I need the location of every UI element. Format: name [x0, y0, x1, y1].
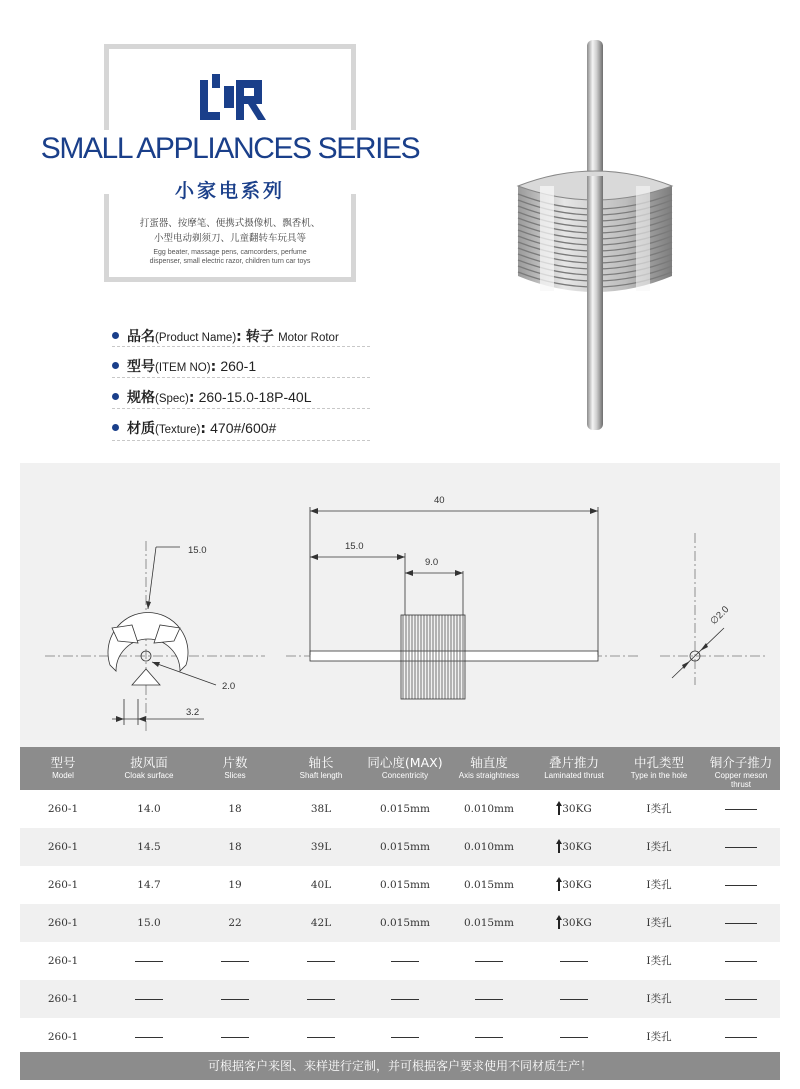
- cell-concentricity: [364, 942, 446, 980]
- bullet-icon: [112, 393, 119, 400]
- empty-dash: [725, 847, 757, 848]
- arrow-up-icon: [556, 839, 562, 853]
- cell-cloak: [106, 942, 192, 980]
- col-label-en: Laminated thrust: [544, 771, 604, 780]
- cell-model: 260-1: [47, 955, 79, 967]
- cell-slices: 19: [228, 879, 242, 891]
- empty-dash: [725, 809, 757, 810]
- product-name-label: 品名: [127, 329, 155, 345]
- colon: :: [210, 359, 217, 375]
- bullet-icon: [112, 424, 119, 431]
- spec-label-en: (Spec): [155, 393, 189, 405]
- info-divider: [112, 408, 370, 409]
- cell-shaft: [278, 980, 364, 1018]
- spec-label: 规格: [127, 390, 155, 406]
- cell-shaft: 38L: [310, 803, 332, 815]
- empty-dash: [221, 999, 249, 1000]
- item-no-value: 260-1: [220, 358, 257, 374]
- col-label: 披风面: [130, 755, 168, 770]
- empty-dash: [725, 999, 757, 1000]
- cell-slices: 18: [228, 841, 242, 853]
- cell-slices: [192, 1018, 278, 1056]
- cell-hole: I类孔: [646, 803, 672, 815]
- cell-hole: I类孔: [646, 993, 672, 1005]
- thrust-value: 30KG: [562, 879, 592, 891]
- cell-thrust: [532, 980, 616, 1018]
- technical-drawing-panel: [20, 463, 780, 747]
- info-divider: [112, 346, 370, 347]
- item-no-line: [112, 356, 412, 376]
- cell-copper: [702, 866, 780, 904]
- cell-model: 260-1: [47, 917, 79, 929]
- table-row: [20, 904, 780, 942]
- cell-thrust: [532, 904, 616, 942]
- empty-dash: [560, 999, 588, 1000]
- dim-width-3-2: 3.2: [186, 707, 200, 718]
- col-label-en: Axis straightness: [458, 771, 520, 780]
- spec-line: [112, 387, 412, 407]
- arrow-up-icon: [556, 877, 562, 891]
- empty-dash: [135, 1037, 163, 1038]
- col-axis: [446, 747, 532, 790]
- cell-axis: [446, 942, 532, 980]
- cell-slices: 18: [228, 803, 242, 815]
- cell-copper: [702, 904, 780, 942]
- cell-axis: 0.010mm: [464, 841, 514, 853]
- cell-cloak: [106, 1018, 192, 1056]
- cell-copper: [702, 1018, 780, 1056]
- table-row: [20, 1018, 780, 1056]
- table-row: [20, 790, 780, 828]
- col-label-en: Model: [52, 771, 74, 780]
- cell-thrust: [532, 828, 616, 866]
- table-row: [20, 828, 780, 866]
- col-shaft: [278, 747, 364, 790]
- cell-axis: 0.015mm: [464, 917, 514, 929]
- col-label: 轴长: [308, 755, 334, 770]
- empty-dash: [307, 999, 335, 1000]
- cell-axis: 0.010mm: [464, 803, 514, 815]
- thrust-value: 30KG: [562, 803, 592, 815]
- desc-en-line-1: Egg beater, massage pens, camcorders, perfume: [153, 249, 307, 256]
- col-slices: [192, 747, 278, 790]
- empty-dash: [391, 1037, 419, 1038]
- cell-copper: [702, 942, 780, 980]
- cell-copper: [702, 790, 780, 828]
- dim-stack-9: 9.0: [425, 557, 439, 568]
- dim-diameter-2: ∅2.0: [708, 604, 732, 628]
- cell-axis: [446, 980, 532, 1018]
- texture-line: [112, 418, 412, 438]
- col-label-en: Cloak surface: [124, 771, 174, 780]
- cell-concentricity: 0.015mm: [380, 803, 430, 815]
- series-description-en: [110, 248, 350, 266]
- table-header: [20, 747, 780, 790]
- col-label-en: Copper meson thrust: [714, 771, 768, 789]
- cell-thrust: [532, 942, 616, 980]
- cell-slices: [192, 942, 278, 980]
- col-concentricity: [364, 747, 446, 790]
- empty-dash: [475, 1037, 503, 1038]
- spec-value: 260-15.0-18P-40L: [198, 389, 312, 405]
- col-model: [20, 747, 106, 790]
- info-divider: [112, 377, 370, 378]
- empty-dash: [135, 999, 163, 1000]
- cell-shaft: [278, 1018, 364, 1056]
- empty-dash: [221, 961, 249, 962]
- desc-en-line-2: dispenser, small electric razor, children turn car toys: [149, 258, 311, 265]
- texture-label: 材质: [127, 421, 155, 437]
- cell-model: 260-1: [47, 993, 79, 1005]
- bullet-icon: [112, 332, 119, 339]
- product-name-line: [112, 326, 412, 346]
- table-row: [20, 980, 780, 1018]
- texture-label-en: (Texture): [155, 424, 201, 436]
- empty-dash: [560, 961, 588, 962]
- cell-thrust: [532, 1018, 616, 1056]
- empty-dash: [725, 1037, 757, 1038]
- item-no-label: 型号: [127, 359, 155, 375]
- col-thrust: [532, 747, 616, 790]
- cell-cloak: 15.0: [137, 917, 161, 929]
- arrow-up-icon: [556, 915, 562, 929]
- col-hole: [616, 747, 702, 790]
- series-title-cn: 小家电系列: [174, 180, 285, 202]
- texture-value: 470#/600#: [210, 420, 277, 436]
- col-label: 叠片推力: [548, 755, 599, 770]
- col-label: 型号: [50, 755, 76, 770]
- col-label: 轴直度: [470, 755, 508, 770]
- cell-cloak: [106, 980, 192, 1018]
- table-row: [20, 942, 780, 980]
- cell-model: 260-1: [47, 1031, 79, 1043]
- cell-cloak: 14.5: [137, 841, 161, 853]
- col-label-en: Type in the hole: [630, 771, 688, 780]
- cell-axis: [446, 1018, 532, 1056]
- product-name-label-en: (Product Name): [155, 332, 237, 344]
- cell-shaft: 40L: [310, 879, 332, 891]
- cell-shaft: 42L: [310, 917, 332, 929]
- item-no-label-en: (ITEM NO): [155, 362, 211, 374]
- cell-slices: [192, 980, 278, 1018]
- cell-hole: I类孔: [646, 917, 672, 929]
- thrust-value: 30KG: [562, 841, 592, 853]
- thrust-value: 30KG: [562, 917, 592, 929]
- cell-concentricity: 0.015mm: [380, 841, 430, 853]
- cell-hole: I类孔: [646, 841, 672, 853]
- dim-hole-2: 2.0: [222, 681, 236, 692]
- empty-dash: [391, 999, 419, 1000]
- series-title: SMALL APPLIANCES SERIES: [40, 132, 420, 165]
- colon: :: [188, 390, 195, 406]
- product-name-value-en: Motor Rotor: [278, 332, 339, 344]
- technical-drawing: [20, 463, 780, 747]
- empty-dash: [475, 999, 503, 1000]
- colon: :: [236, 329, 242, 345]
- empty-dash: [221, 1037, 249, 1038]
- col-label-en: Slices: [224, 771, 246, 780]
- cell-model: 260-1: [47, 879, 79, 891]
- cell-copper: [702, 980, 780, 1018]
- cell-concentricity: 0.015mm: [380, 879, 430, 891]
- empty-dash: [560, 1037, 588, 1038]
- empty-dash: [475, 961, 503, 962]
- col-label: 片数: [222, 755, 248, 770]
- empty-dash: [307, 961, 335, 962]
- table-row: [20, 866, 780, 904]
- empty-dash: [391, 961, 419, 962]
- cell-hole: I类孔: [646, 879, 672, 891]
- cell-thrust: [532, 866, 616, 904]
- empty-dash: [725, 885, 757, 886]
- cell-copper: [702, 828, 780, 866]
- cell-hole: I类孔: [646, 1031, 672, 1043]
- col-cloak: [106, 747, 192, 790]
- dim-length-40: 40: [434, 495, 445, 506]
- col-label: 铜介子推力: [709, 755, 773, 770]
- col-label: 中孔类型: [633, 755, 684, 770]
- col-label: 同心度(MAX): [367, 755, 443, 770]
- bullet-icon: [112, 362, 119, 369]
- motor-rotor-image: [500, 36, 700, 436]
- brand-logo-icon: [196, 70, 268, 128]
- cell-shaft: 39L: [310, 841, 332, 853]
- arrow-up-icon: [556, 801, 562, 815]
- empty-dash: [725, 961, 757, 962]
- cell-thrust: [532, 790, 616, 828]
- cell-concentricity: 0.015mm: [380, 917, 430, 929]
- col-label-en: Shaft length: [299, 771, 343, 780]
- cell-cloak: 14.0: [137, 803, 161, 815]
- col-label-en: Concentricity: [381, 771, 429, 780]
- cell-slices: 22: [228, 917, 242, 929]
- series-description-cn: [110, 216, 350, 246]
- product-name-value: 转子: [245, 329, 274, 345]
- empty-dash: [135, 961, 163, 962]
- desc-cn-line-1: 打蛋器、按摩笔、便携式摄像机、飘香机、: [139, 218, 321, 229]
- info-divider: [112, 440, 370, 441]
- cell-hole: I类孔: [646, 955, 672, 967]
- empty-dash: [725, 923, 757, 924]
- empty-dash: [307, 1037, 335, 1038]
- cell-cloak: 14.7: [137, 879, 161, 891]
- dim-offset-15: 15.0: [345, 541, 364, 552]
- custom-order-note: 可根据客户来图、来样进行定制，并可根据客户要求使用不同材质生产！: [20, 1052, 780, 1080]
- cell-concentricity: [364, 980, 446, 1018]
- dim-cloak-15: 15.0: [188, 545, 207, 556]
- col-copper: [702, 747, 780, 790]
- cell-model: 260-1: [47, 803, 79, 815]
- cell-shaft: [278, 942, 364, 980]
- colon: :: [200, 421, 206, 437]
- cell-concentricity: [364, 1018, 446, 1056]
- cell-model: 260-1: [47, 841, 79, 853]
- cell-axis: 0.015mm: [464, 879, 514, 891]
- desc-cn-line-2: 小型电动剃须刀、儿童翻转车玩具等: [153, 233, 306, 244]
